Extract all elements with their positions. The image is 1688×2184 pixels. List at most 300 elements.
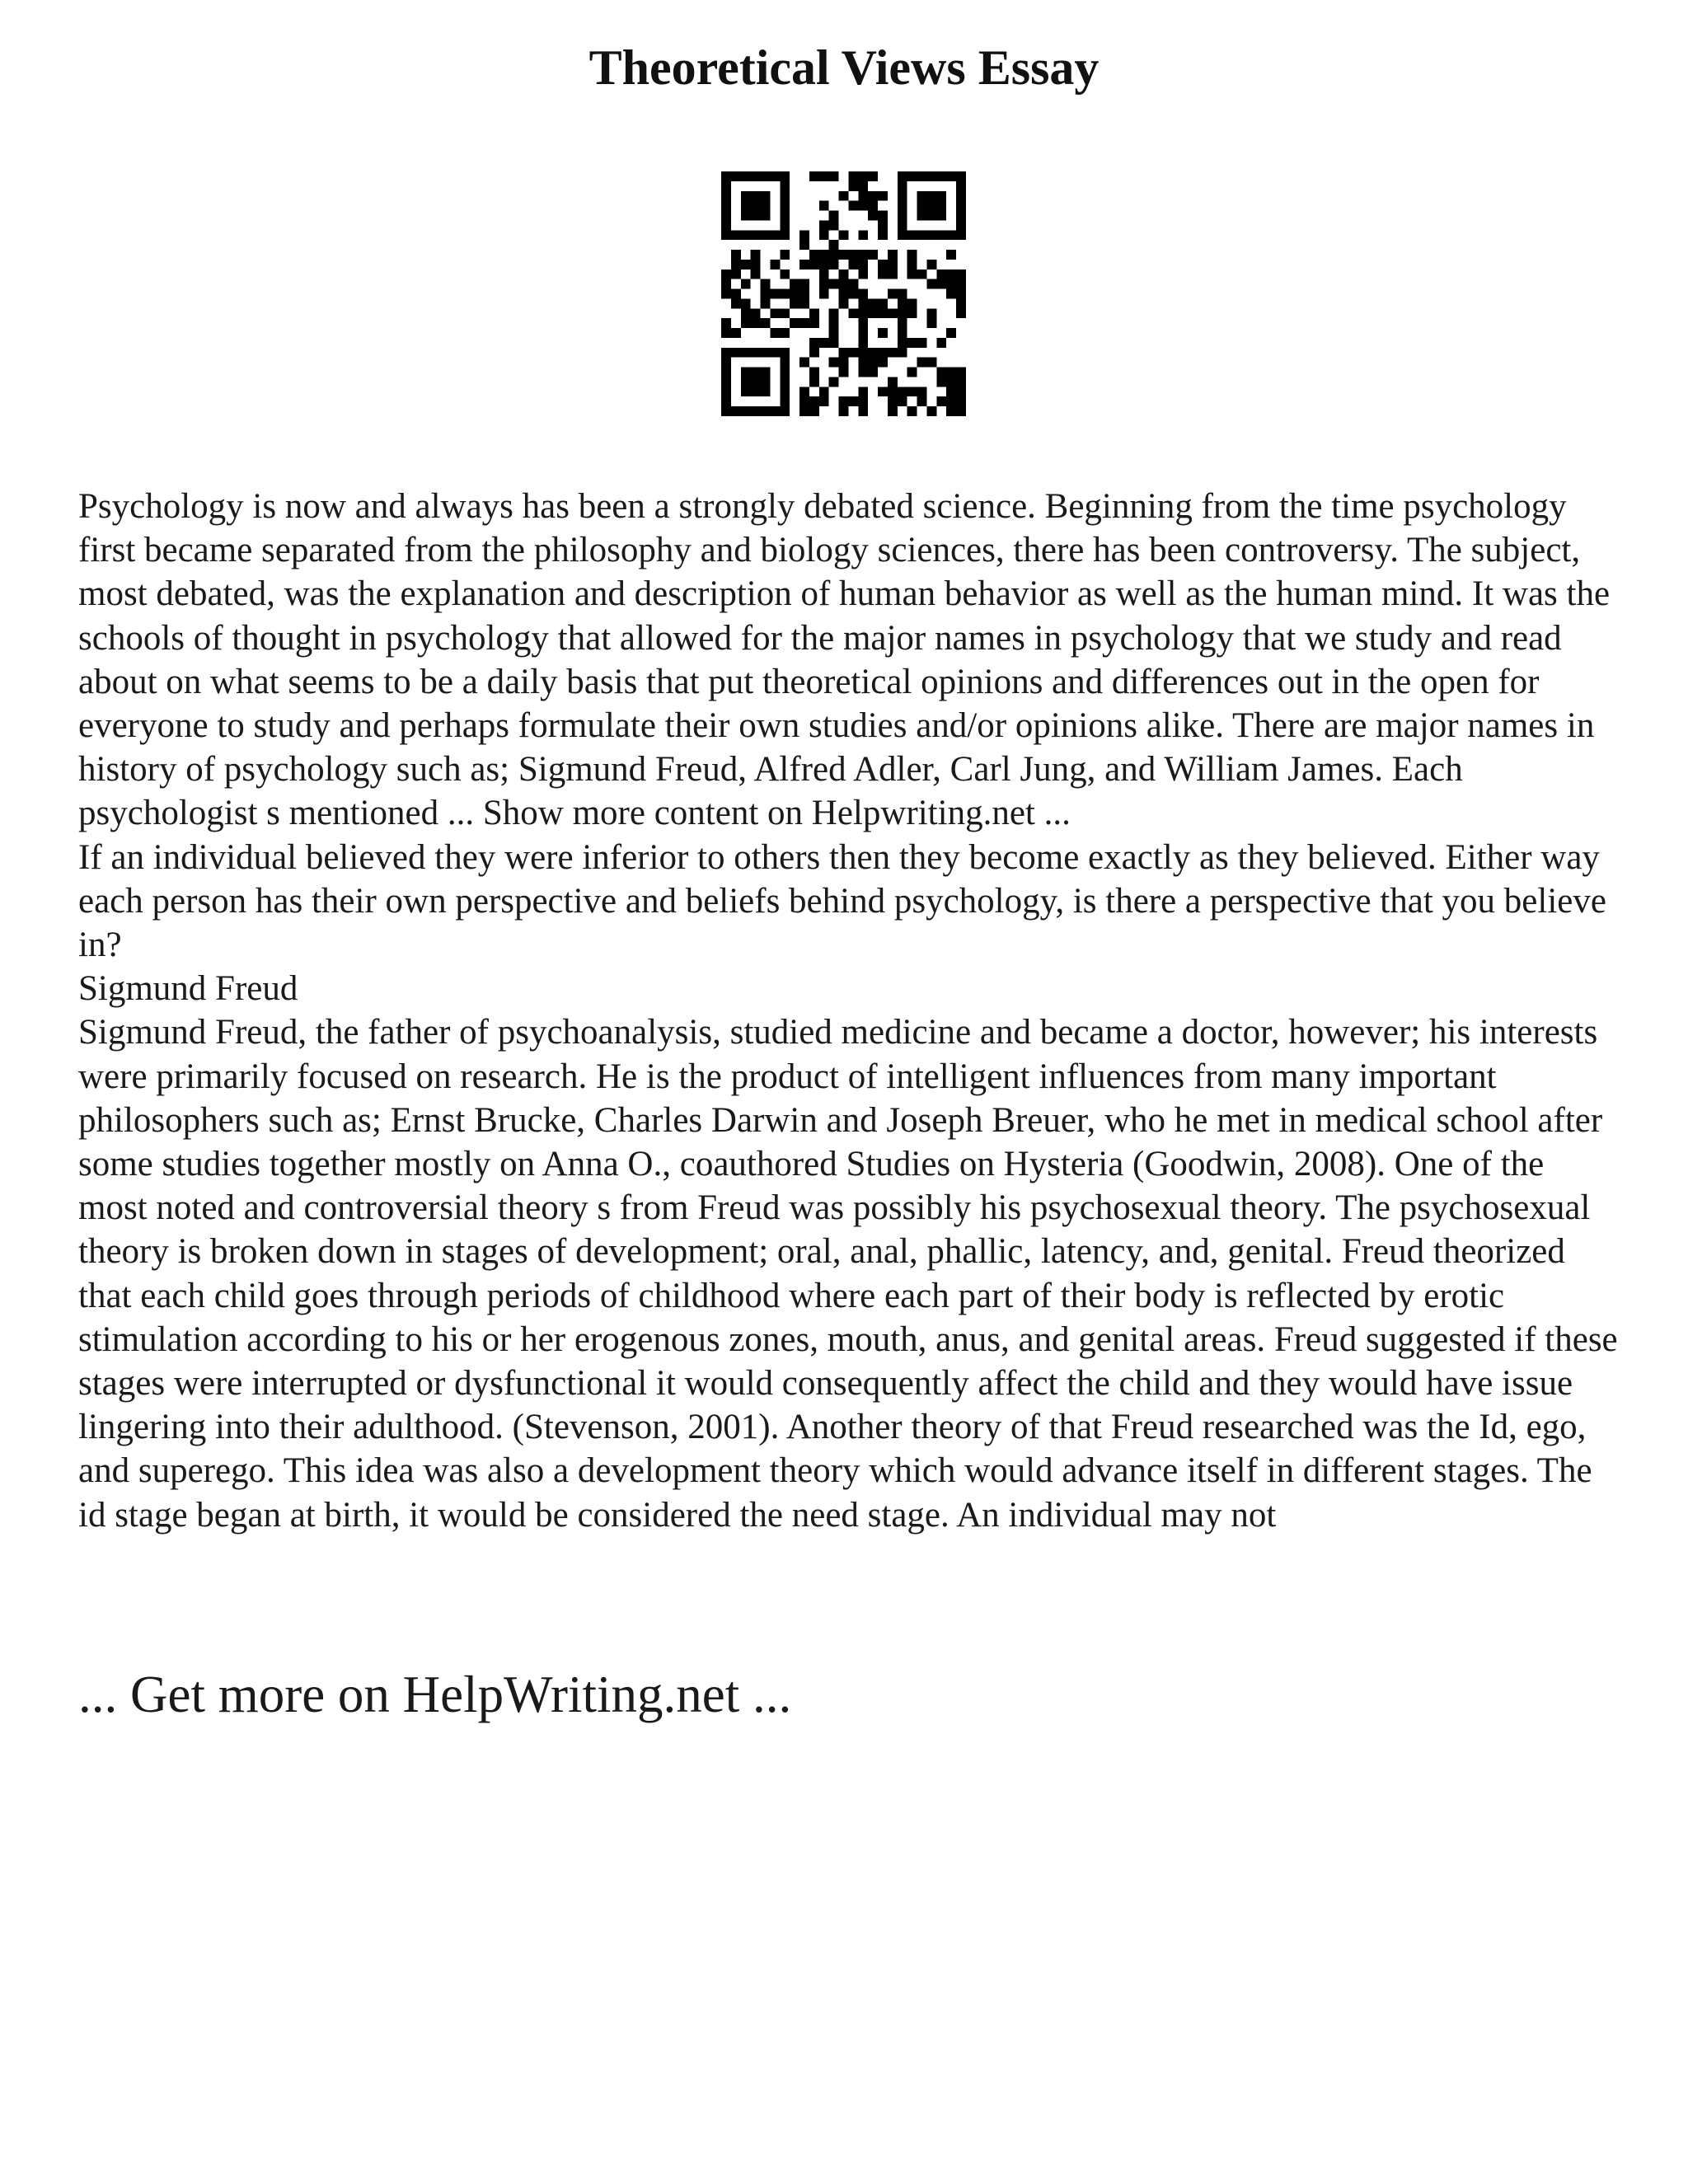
qr-module: [878, 260, 888, 269]
qr-module: [926, 191, 936, 201]
qr-module: [809, 348, 819, 358]
qr-module: [936, 211, 946, 221]
qr-module: [780, 201, 790, 211]
qr-module: [770, 230, 780, 240]
qr-module: [780, 396, 790, 406]
qr-module: [936, 338, 946, 348]
qr-module: [848, 348, 858, 358]
qr-module: [936, 279, 946, 289]
qr-module: [858, 191, 868, 201]
qr-module: [858, 181, 868, 191]
qr-module: [829, 171, 839, 181]
qr-module: [761, 211, 771, 221]
qr-module: [946, 250, 956, 260]
qr-module: [809, 308, 819, 318]
qr-module: [721, 348, 731, 358]
qr-module: [721, 377, 731, 387]
qr-module: [770, 289, 780, 299]
qr-module: [888, 308, 898, 318]
qr-module: [770, 308, 780, 318]
qr-module: [936, 269, 946, 279]
qr-module: [898, 220, 907, 230]
qr-module: [741, 387, 751, 396]
qr-module: [819, 396, 829, 406]
qr-module: [761, 230, 771, 240]
qr-module: [829, 358, 839, 368]
qr-module: [956, 387, 966, 396]
qr-module: [819, 201, 829, 211]
qr-module: [721, 328, 731, 338]
qr-module: [809, 250, 819, 260]
qr-module: [956, 211, 966, 221]
qr-module: [898, 318, 907, 328]
qr-code-icon: [721, 171, 966, 416]
qr-module: [761, 368, 771, 377]
qr-module: [858, 201, 868, 211]
qr-module: [731, 230, 741, 240]
qr-module: [888, 260, 898, 269]
qr-module: [907, 368, 917, 377]
qr-module: [936, 191, 946, 201]
qr-module: [868, 250, 878, 260]
qr-module: [761, 298, 771, 308]
qr-module: [858, 348, 868, 358]
qr-module: [956, 230, 966, 240]
qr-module: [790, 289, 799, 299]
qr-module: [741, 230, 751, 240]
qr-module: [848, 396, 858, 406]
qr-module: [780, 368, 790, 377]
qr-module: [751, 230, 761, 240]
qr-module: [848, 201, 858, 211]
qr-module: [888, 348, 898, 358]
qr-module: [936, 230, 946, 240]
qr-module: [956, 201, 966, 211]
qr-module: [848, 289, 858, 299]
qr-module: [878, 211, 888, 221]
qr-module: [858, 368, 868, 377]
qr-module: [721, 396, 731, 406]
qr-module: [936, 201, 946, 211]
qr-module: [878, 191, 888, 201]
qr-module: [868, 368, 878, 377]
qr-module: [888, 289, 898, 299]
qr-module: [721, 230, 731, 240]
qr-module: [751, 406, 761, 416]
qr-module: [770, 260, 780, 269]
qr-module: [907, 338, 917, 348]
qr-module: [829, 377, 839, 387]
qr-module: [741, 348, 751, 358]
qr-module: [761, 387, 771, 396]
qr-module: [780, 377, 790, 387]
qr-module: [761, 171, 771, 181]
qr-module: [858, 338, 868, 348]
qr-module: [790, 318, 799, 328]
qr-module: [721, 406, 731, 416]
qr-module: [926, 211, 936, 221]
qr-module: [780, 308, 790, 318]
qr-module: [898, 191, 907, 201]
qr-module: [848, 181, 858, 191]
qr-module: [878, 269, 888, 279]
qr-module: [741, 368, 751, 377]
qr-module: [770, 328, 780, 338]
qr-module: [888, 406, 898, 416]
qr-module: [780, 220, 790, 230]
qr-module: [839, 396, 849, 406]
qr-module: [858, 260, 868, 269]
qr-module: [858, 269, 868, 279]
qr-module: [956, 377, 966, 387]
qr-module: [839, 230, 849, 240]
qr-module: [721, 191, 731, 201]
qr-module: [848, 250, 858, 260]
qr-module: [907, 260, 917, 269]
qr-module: [946, 269, 956, 279]
qr-module: [878, 298, 888, 308]
qr-module: [799, 230, 809, 240]
qr-module: [956, 279, 966, 289]
qr-module: [898, 230, 907, 240]
qr-module: [819, 338, 829, 348]
qr-module: [741, 406, 751, 416]
qr-module: [731, 250, 741, 260]
qr-module: [809, 377, 819, 387]
qr-module: [936, 377, 946, 387]
qr-module: [956, 406, 966, 416]
qr-module: [780, 289, 790, 299]
qr-module: [751, 348, 761, 358]
qr-module: [926, 308, 936, 318]
qr-module: [907, 269, 917, 279]
qr-module: [829, 211, 839, 221]
qr-module: [839, 191, 849, 201]
qr-module: [868, 201, 878, 211]
qr-module: [721, 269, 731, 279]
qr-module: [809, 368, 819, 377]
qr-module: [917, 396, 927, 406]
qr-module: [741, 308, 751, 318]
qr-module: [898, 298, 907, 308]
qr-module: [751, 387, 761, 396]
qr-module: [898, 289, 907, 299]
qr-module: [731, 298, 741, 308]
qr-module: [878, 387, 888, 396]
qr-module: [898, 387, 907, 396]
qr-module: [721, 279, 731, 289]
qr-module: [917, 211, 927, 221]
qr-module: [799, 289, 809, 299]
qr-module: [839, 269, 849, 279]
qr-module: [898, 396, 907, 406]
qr-module: [799, 240, 809, 250]
qr-module: [829, 220, 839, 230]
qr-module: [839, 358, 849, 368]
qr-module: [946, 279, 956, 289]
qr-module: [956, 298, 966, 308]
qr-module: [956, 220, 966, 230]
qr-module: [848, 260, 858, 269]
qr-module: [809, 396, 819, 406]
qr-module: [770, 171, 780, 181]
qr-module: [878, 358, 888, 368]
section-heading-freud: Sigmund Freud: [78, 969, 298, 1009]
qr-module: [819, 289, 829, 299]
qr-module: [946, 171, 956, 181]
qr-module: [780, 358, 790, 368]
qr-module: [956, 181, 966, 191]
qr-module: [761, 201, 771, 211]
qr-module: [721, 181, 731, 191]
qr-module: [829, 338, 839, 348]
qr-module: [829, 308, 839, 318]
qr-module: [878, 220, 888, 230]
qr-module: [888, 377, 898, 387]
qr-module: [761, 377, 771, 387]
qr-module: [926, 358, 936, 368]
qr-module: [956, 368, 966, 377]
qr-module: [770, 406, 780, 416]
qr-module: [946, 377, 956, 387]
qr-module: [848, 171, 858, 181]
qr-module: [741, 318, 751, 328]
qr-module: [799, 387, 809, 396]
qr-module: [946, 396, 956, 406]
qr-module: [780, 328, 790, 338]
qr-module: [848, 279, 858, 289]
qr-module: [858, 358, 868, 368]
qr-module: [888, 387, 898, 396]
qr-module: [731, 269, 741, 279]
qr-module: [741, 211, 751, 221]
qr-module: [721, 387, 731, 396]
qr-module: [790, 298, 799, 308]
qr-module: [858, 387, 868, 396]
qr-module: [858, 406, 868, 416]
qr-module: [751, 260, 761, 269]
qr-module: [907, 308, 917, 318]
qr-module: [751, 368, 761, 377]
qr-module: [780, 211, 790, 221]
qr-module: [898, 201, 907, 211]
qr-module: [888, 250, 898, 260]
qr-module: [898, 308, 907, 318]
qr-module: [936, 396, 946, 406]
qr-module: [946, 387, 956, 396]
qr-module: [761, 191, 771, 201]
qr-module: [721, 211, 731, 221]
qr-module: [839, 368, 849, 377]
paragraph-intro: Psychology is now and always has been a strongly debated science. Beginning from the time psychology first became separated from the philosophy and biology sciences, there has been controversy. The subject, most debated, was the explanation and description of human behavior as well as the human mind. It was the schools of thought in psychology that allowed for the major names in psychology that we study and read about on what seems to be a daily basis that put theoretical opinions and differences out in the open for everyone to study and perhaps formulate their own studies and/or opinions alike. There are major names in history of psychology such as; Sigmund Freud, Alfred Adler, Carl Jung, and William James. Each psychologist s mentioned ... Show more content on Helpwriting.net ...: [78, 487, 1611, 833]
qr-module: [956, 308, 966, 318]
qr-module: [917, 387, 927, 396]
qr-module: [761, 279, 771, 289]
qr-module: [926, 171, 936, 181]
qr-module: [721, 368, 731, 377]
qr-module: [790, 279, 799, 289]
qr-module: [907, 406, 917, 416]
qr-module: [751, 191, 761, 201]
qr-module: [809, 338, 819, 348]
qr-module: [721, 220, 731, 230]
qr-module: [898, 328, 907, 338]
qr-module: [809, 318, 819, 328]
qr-module: [839, 348, 849, 358]
qr-module: [936, 368, 946, 377]
qr-module: [780, 348, 790, 358]
qr-module: [819, 279, 829, 289]
qr-module: [858, 396, 868, 406]
qr-module: [878, 308, 888, 318]
qr-module: [780, 181, 790, 191]
qr-module: [819, 171, 829, 181]
qr-module: [858, 289, 868, 299]
qr-module: [868, 171, 878, 181]
qr-module: [858, 328, 868, 338]
qr-module: [917, 230, 927, 240]
qr-module: [898, 171, 907, 181]
qr-module: [926, 260, 936, 269]
qr-module: [858, 318, 868, 328]
qr-module: [751, 250, 761, 260]
get-more-link[interactable]: ... Get more on HelpWriting.net ...: [78, 1666, 792, 1723]
qr-module: [799, 279, 809, 289]
qr-module: [858, 230, 868, 240]
qr-module: [780, 387, 790, 396]
qr-module: [898, 338, 907, 348]
qr-module: [761, 348, 771, 358]
qr-module: [731, 289, 741, 299]
qr-module: [731, 328, 741, 338]
qr-module: [819, 269, 829, 279]
qr-module: [868, 348, 878, 358]
qr-module: [721, 358, 731, 368]
qr-module: [741, 279, 751, 289]
qr-module: [829, 250, 839, 260]
qr-module: [946, 289, 956, 299]
qr-module: [751, 377, 761, 387]
qr-module: [888, 396, 898, 406]
qr-module: [839, 279, 849, 289]
qr-module: [956, 171, 966, 181]
qr-module: [780, 171, 790, 181]
qr-module: [926, 230, 936, 240]
qr-module: [751, 269, 761, 279]
qr-module: [829, 240, 839, 250]
qr-module: [878, 328, 888, 338]
qr-module: [780, 406, 790, 416]
qr-module: [946, 328, 956, 338]
qr-module: [741, 201, 751, 211]
qr-module: [761, 406, 771, 416]
qr-module: [907, 298, 917, 308]
qr-module: [858, 171, 868, 181]
qr-module: [917, 191, 927, 201]
qr-module: [799, 318, 809, 328]
qr-module: [799, 298, 809, 308]
qr-module: [799, 358, 809, 368]
qr-module: [829, 318, 839, 328]
qr-module: [731, 260, 741, 269]
qr-module: [907, 171, 917, 181]
qr-module: [917, 269, 927, 279]
qr-module: [946, 230, 956, 240]
qr-module: [780, 250, 790, 260]
qr-module: [809, 260, 819, 269]
qr-module: [926, 201, 936, 211]
qr-module: [751, 308, 761, 318]
qr-module: [917, 338, 927, 348]
qr-module: [819, 260, 829, 269]
qr-module: [898, 348, 907, 358]
qr-module: [741, 191, 751, 201]
qr-module: [868, 308, 878, 318]
qr-module: [721, 201, 731, 211]
qr-module: [761, 318, 771, 328]
qr-module: [878, 230, 888, 240]
qr-module: [819, 250, 829, 260]
qr-module: [761, 289, 771, 299]
qr-module: [839, 406, 849, 416]
qr-module: [878, 348, 888, 358]
qr-module: [829, 260, 839, 269]
qr-module: [917, 171, 927, 181]
qr-module: [907, 387, 917, 396]
document-title: Theoretical Views Essay: [588, 40, 1100, 95]
qr-module: [926, 406, 936, 416]
qr-module: [917, 201, 927, 211]
qr-module: [751, 318, 761, 328]
qr-module: [917, 358, 927, 368]
qr-module: [780, 230, 790, 240]
qr-module: [741, 260, 751, 269]
qr-module: [819, 220, 829, 230]
qr-module: [751, 171, 761, 181]
qr-module: [741, 298, 751, 308]
qr-module: [858, 250, 868, 260]
qr-module: [868, 211, 878, 221]
qr-module: [809, 171, 819, 181]
qr-module: [731, 348, 741, 358]
qr-module: [799, 406, 809, 416]
qr-module: [946, 368, 956, 377]
qr-module: [926, 279, 936, 289]
qr-module: [741, 171, 751, 181]
qr-module: [721, 318, 731, 328]
qr-module: [721, 289, 731, 299]
qr-module: [956, 269, 966, 279]
qr-module: [839, 289, 849, 299]
qr-module: [770, 348, 780, 358]
qr-module: [751, 201, 761, 211]
qr-module: [799, 396, 809, 406]
qr-module: [780, 269, 790, 279]
qr-module: [741, 377, 751, 387]
qr-module: [907, 250, 917, 260]
qr-module: [868, 358, 878, 368]
qr-module: [946, 406, 956, 416]
qr-module: [839, 250, 849, 260]
qr-module: [809, 406, 819, 416]
qr-module: [731, 406, 741, 416]
qr-module: [780, 191, 790, 201]
qr-module: [926, 318, 936, 328]
qr-module: [839, 298, 849, 308]
qr-module: [907, 230, 917, 240]
qr-module: [888, 269, 898, 279]
qr-module: [956, 289, 966, 299]
